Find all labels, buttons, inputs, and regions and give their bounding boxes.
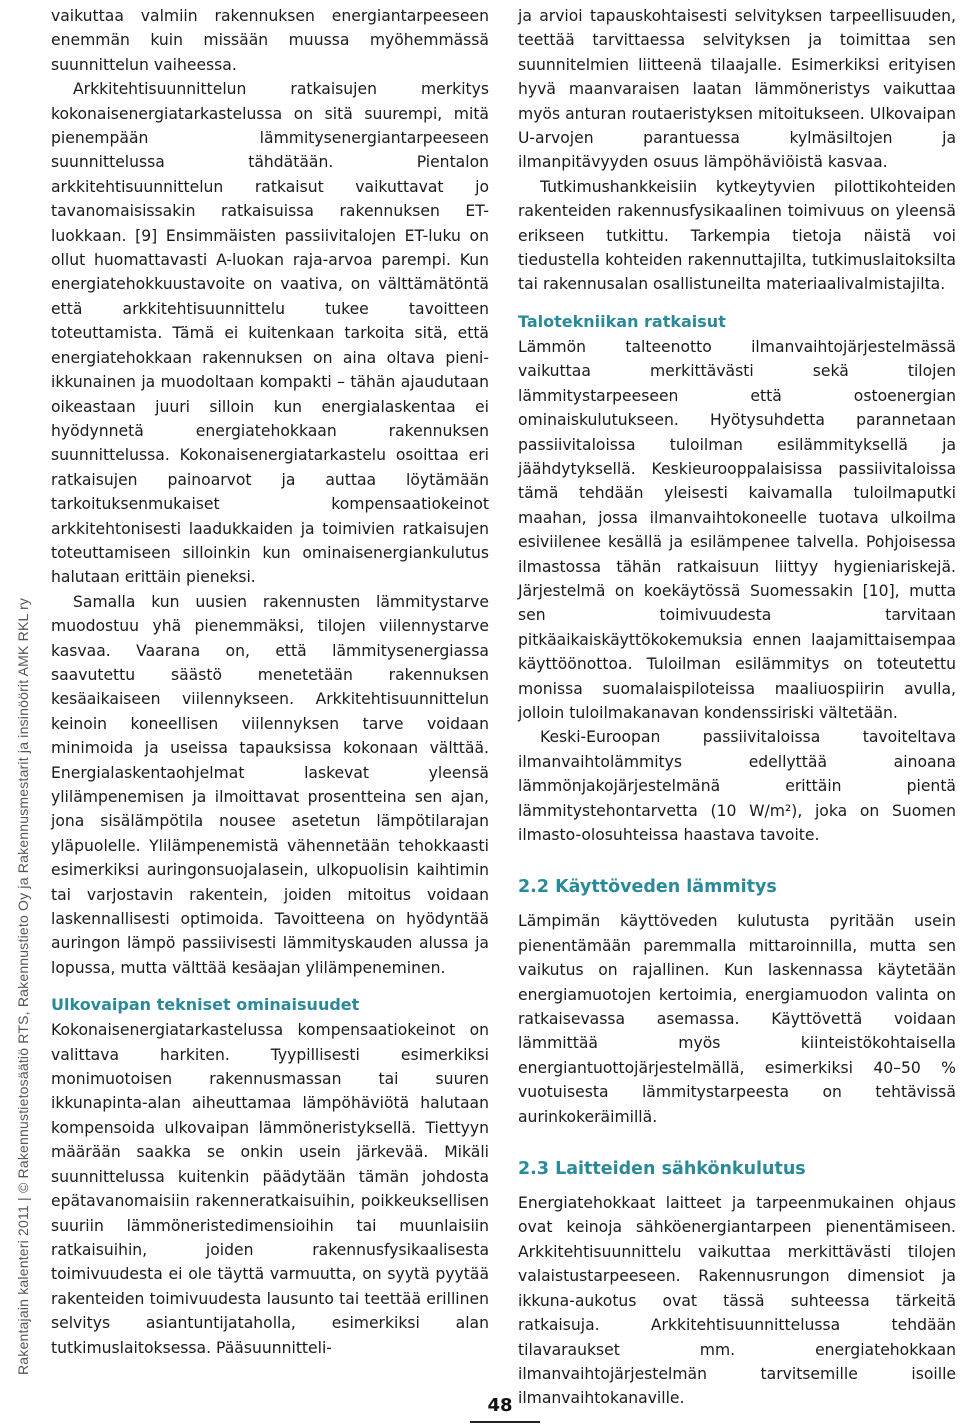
right-paragraph-2: Tutkimushankkeisiin kytkeytyvien pilottikohteiden rakenteiden rakennusfysikaalinen toimivuus on yleensä erikseen tutkittu. Tarkempia tietoja näistä voi tiedustella kohteiden rakennuttajilta, tutkimuslaitoksilta tai rakennusalan osallistuneilta materiaalivalmistajilta. [518, 177, 956, 294]
right-paragraph-5: Lämpimän käyttöveden kulutusta pyritään usein pienentämään paremmalla mittaroinnilla, mutta sen vaikutus on rajallinen. Kun laskennassa käytetään energiamuotojen kertoimia, energiamuodon valinta on ratkaisevassa asemassa. Käyttövettä voidaan lämmittää myös kiinteistökohtaisella energiantuottojärjestelmällä, esimerkiksi 40–50 % vuotuisesta lämmitystarpeesta on tehtävissä aurinkokeräimillä. [518, 912, 956, 1126]
heading-talotekniikan: Talotekniikan ratkaisut [518, 311, 726, 331]
right-paragraph-1: ja arvioi tapauskohtaisesti selvityksen tarpeellisuuden, teettää tarvittaessa selvityksen ja toimittaa sen suunnitelmien liitteenä tilaajalle. Esimerkiksi erityisen hyvä maanvaraisen laatan lämmöneristys vaikuttaa myös anturan routaeristyksen mitoitukseen. Ulkovaipan U-arvojen parantuessa kylmäsiltojen ja ilmanpitävyyden osuus lämpöhäviöistä kasvaa. [518, 7, 956, 172]
section-heading-2-3: 2.3 Laitteiden sähkönkulutus [518, 1159, 806, 1180]
left-column [51, 4, 489, 1360]
right-paragraph-4: Keski-Euroopan passiivitaloissa tavoiteltava ilmanvaihtolämmitys edellyttää ainoana lämmönjakojärjestelmänä erittäin pientä lämmitystehontarvetta (10 W/m²), joka on Suomen ilmasto-olosuhteissa haastava tavoite. [518, 728, 956, 844]
left-paragraph-1: vaikuttaa valmiin rakennuksen energiantarpeeseen enemmän kuin missään muussa myöhemmässä suunnittelun vaiheessa. [51, 7, 489, 74]
sidebar [0, 0, 30, 1425]
left-paragraph-3: Samalla kun uusien rakennusten lämmitystarve muodostuu yhä pienemmäksi, tilojen viilennystarve kasvaa. Vaarana on, että lämmitysenergiassa saavutettu säästö menetetään rakennuksen kesäaikaiseen viilennykseen. Arkkitehtisuunnittelun keinoin koneellisen viilennyksen tarve voidaan minimoida ja useissa tapauksissa kokonaan välttää. Energialaskentaohjelmat laskevat yleensä ylilämpenemisen ja ilmoittavat prosentteina sen ajan, jona sisälämpötila nousee asetetun lämpötilarajan yläpuolelle. Ylilämpenemistä vähennetään tehokkaasti esimerkiksi auringonsuojalasein, ulkopuolisin kaihtimin tai varjostavin rakentein, joiden mitoitus voidaan laskennallisesti optimoida. Tavoitteena on hyödyntää auringon lämpö passiivisesti lämmityskauden alussa ja lopussa, mutta välttää kesäajan ylilämpeneminen. [51, 592, 489, 977]
right-paragraph-3: Lämmön talteenotto ilmanvaihtojärjestelmässä vaikuttaa merkittävästi sekä tilojen lämmitystarpeeseen että ostoenergian ominaiskulutukseen. Hyötysuhdetta parannetaan passiivitaloissa tuloilman esilämmityksellä ja jäähdytyksellä. Keskieurooppalaisissa passiivitaloissa tämä tehdään yleisesti kaivamalla tuloilmaputki maahan, jossa ilmanvaihtokoneelle tuotava ulkoilma esiviilenee kesällä ja esilämpenee talvella. Pohjoisessa ilmastossa tähän ratkaisuun liittyy hygieniariskejä. Järjestelmä on koekäytössä Suomessakin [10], mutta sen toimivuudesta tarvitaan pitkäaikaiskäyttökokemuksia ennen laajamittaisempaa käyttöönottoa. Tuloilman esilämmitys on toteutettu monissa suomalaispiloteissa maaliuospiirin avulla, jolloin tuloilmakanavan kondenssiriski vältetään. [518, 337, 956, 722]
page-number: 48 [487, 1395, 513, 1416]
left-paragraph-4: Kokonaisenergiatarkastelussa kompensaatiokeinot on valittava harkiten. Tyypillisesti esimerkiksi monimuotoisen rakennusmassan tai suuren ikkunapinta-alan aiheuttamaa lämpöhäviötä halutaan kompensoida ulkovaipan lämmöneristyksellä. Tiettyyn määrään saakka se onkin usein järkevää. Mikäli suunnittelussa kuitenkin päädytään tämän johdosta epätavanomaisiin rakenneratkaisuihin, poikkeuksellisen suuriin lämmöneristedimensioihin tai muunlaisiin ratkaisuihin, joiden rakennusfysikaalisesta toimivuudesta ei ole täyttä varmuutta, on syytä pyytää rakenteiden toimivuudesta lausunto tai teettää erillinen selvitys asiantuntijataholla, esimerkiksi alan tutkimuslaitoksessa. Pääsuunnitteli- [51, 1021, 489, 1357]
right-paragraph-6: Energiatehokkaat laitteet ja tarpeenmukainen ohjaus ovat keinoja sähköenergiantarpeen pienentämiseen. Arkkitehtisuunnittelu vaikuttaa merkittävästi tilojen valaistustarpeeseen. Rakennusrungon dimensiot ja ikkuna-aukotus ovat tässä suhteessa tärkeitä ratkaisuja. Arkkitehtisuunnittelussa tehdään tilavaraukset mm. energiatehokkaan ilmanvaihtojärjestelmän tarvitsemille isoille ilmanvaihtokanaville. [518, 1194, 956, 1408]
section-heading-2-2: 2.2 Käyttöveden lämmitys [518, 877, 777, 898]
sidebar-copyright-text: Rakentajain kalenteri 2011 | © Rakennustietosäätiö RTS, Rakennustieto Oy ja Rakennusmestarit ja insinöörit AMK RKL ry [15, 597, 31, 1375]
left-paragraph-2: Arkkitehtisuunnittelun ratkaisujen merkitys kokonaisenergiatarkastelussa on sitä suurempi, mitä pienempään lämmitysenergiantarpeeseen suunnittelussa tähdätään. Pientalon arkkitehtisuunnittelun ratkaisut vaikuttavat jo tavanomaisissakin ratkaisuissa rakennuksen ET-luokkaan. [9] Ensimmäisten passiivitalojen ET-luku on ollut huomattavasti A-luokan raja-arvoa parempi. Kun energiatehokkuustavoite on vaativa, on välttämätöntä että arkkitehtisuunnittelu tukee tavoitteen toteuttamista. Tämä ei kuitenkaan tarkoita sitä, että energiatehokkaan rakennuksen on aina oltava pieni-ikkunainen ja muodoltaan kompakti – tähän ajaudutaan oikeastaan juuri silloin kun energialaskentaa ei hyödynnetä energiatehokkaan rakennuksen suunnittelussa. Kokonaisenergiatarkastelu osoittaa eri ratkaisujen painoarvot ja auttaa löytämään tarkoituksenmukaiset kompensaatiokeinot arkkitehtonisesti laadukkaiden ja toimivien ratkaisujen toteuttamiseen silloinkin kun ominaisenergiankulutus halutaan erittäin pieneksi. [51, 80, 489, 587]
right-column [518, 4, 956, 1411]
heading-ulkovaipan: Ulkovaipan tekniset ominaisuudet [51, 995, 360, 1015]
page-number-rule [470, 1421, 540, 1423]
